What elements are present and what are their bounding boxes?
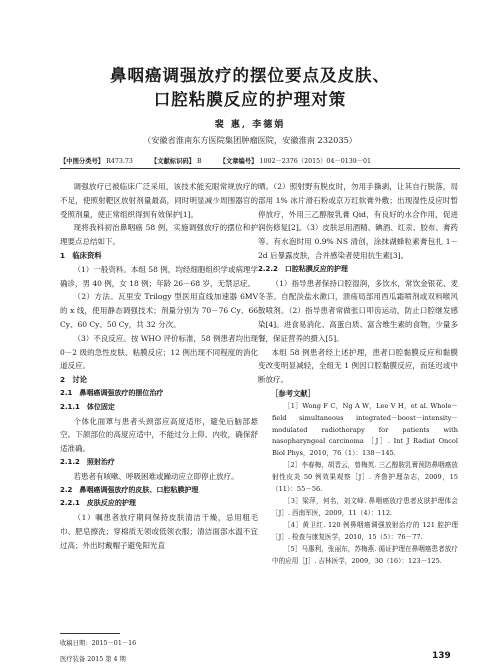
paragraph: 调强放疗已被临床广泛采用，该技术能充眼常规放疗的不足，使照射靶区放射剂量最高，同时明显减少周围器官的受照剂量，使正常组织得到有效保护[1]。: [60, 182, 258, 219]
document-code: [151, 158, 210, 165]
paragraph: 个体化面罩与患者头颈部应高度适形，避免后脑部悬空。下颌部位的高度应适中，不能过分上仰、内收，确保舒适准确。: [60, 416, 258, 454]
subsection-heading: 2.1 鼻咽癌调强放疗的摆位治疗: [60, 388, 164, 397]
reference-item: ［4］黄卫红. 120 例鼻咽癌调强放射治疗的 121 腔护理［J］. 检查与康复医学，2010，15（5）：76－77.: [272, 520, 458, 541]
paragraph: 本组 58 例患者经上述护理，患者口腔黏膜反应和黏膜变改变明显减轻，全组无 1 例因口腔黏膜反应，而延迟或中断放疗。: [258, 347, 458, 385]
journal-issue: 医疗装备 2015 第 4 期: [60, 656, 126, 663]
page-number: 139: [432, 651, 451, 661]
clc-code: [60, 158, 141, 165]
subsection-heading: 2.2.2 口腔粘膜反应的护理: [258, 264, 348, 273]
art-label: 【文章编号】: [219, 158, 258, 165]
title-line-1: 鼻咽癌调强放疗的摆位要点及皮肤、: [110, 66, 390, 85]
subsection-heading: 2.1.2 照射治疗: [60, 457, 115, 466]
author-list: 裴 惠, 李德娟: [214, 120, 286, 130]
affiliation: （安徽省淮南东方医院集团肿瘤医院，安徽淮南 232035）: [143, 135, 357, 145]
subsection-heading: 2.2 鼻咽癌调强放疗的皮肤、口腔粘膜护理: [60, 485, 199, 494]
section-heading: 2 讨论: [60, 375, 87, 385]
reference-item: ［3］梁萍，何名，刘文峰. 鼻咽癌放疗患者皮肤护理体会［J］. 西南军医，2009，11（4）：112.: [272, 497, 458, 517]
doc-value: B: [196, 158, 202, 165]
reference-item: ［1］Wong F C，Ng A W，Lee V H，et al. Whole－field simultaneous integrated－boost－intensity－modulated radiotherapy for patients with nasopharyngeal carcinoma ［J］. Int J Radiat Oncol Biol Phys，2010，76（1）：138－145.: [272, 401, 458, 458]
article-metadata: [60, 156, 460, 165]
references-heading: ［参考文献］: [271, 388, 315, 398]
paragraph: 若患者有咳嗽、呼吸困难或躁动应立即停止放疗。: [73, 471, 239, 481]
paragraph: （1）嘱患者放疗期间保持皮肤清洁干燥，忌用粗毛巾、肥皂擦洗；穿棉质无领或低领衣服；清洁面部水温不宜过高；外出时戴帽子避免阳光直: [60, 513, 258, 550]
reference-item: ［2］李春梅，胡晋云，曾梅英. 三乙醇胺乳膏预防鼻咽癌放射性皮炎 50 例效果观察［J］. 齐鲁护理杂志，2009，15（11）：55－56.: [272, 461, 458, 494]
footnote-divider: [60, 633, 120, 634]
subsection-heading: 2.2.1 皮肤反应的护理: [60, 499, 136, 508]
right-column: [258, 180, 458, 567]
paragraph: （1）指导患者保持口腔湿润，多饮水，常饮金银花、麦冬茶。自配淡盐水漱口，溃疡局部用西瓜霜喷剂或双料喉风散喷剂。（2）指导患者常做张口叩齿运动，防止口腔继发感染[4]。进食易消化、高蛋白质、富含维生素的食物，少量多餐，保证营养的摄入[5]。: [258, 278, 458, 343]
art-value: 1002－2376（2015）04－0139－01: [259, 158, 372, 165]
section-heading: 1 临床资料: [60, 250, 102, 260]
paragraph: （3）不良反应。按 WHO 评价标准，58 例患者均出现 0－2 级的急性皮肤、粘膜反应；12 例出现不同程度的消化道反应。: [60, 333, 258, 371]
article-number: [220, 158, 379, 165]
title-line-2: 口腔粘膜反应的护理对策: [153, 90, 347, 109]
paragraph: （2）方法。瓦里安 Trilogy 型医用直线加速器 6MV 的 x 线，使用静态调强技术；剂量分别为 70－76 Cy、66 Cy、60 Cy、50 Cy，共 32 分次。: [60, 292, 258, 329]
article-title: [0, 64, 500, 112]
paragraph: 现将我科初治鼻咽癌 58 例，实施调强放疗的摆位和护理要点总结如下。: [60, 223, 258, 247]
clc-value: R473.73: [106, 158, 133, 165]
left-column: [60, 180, 258, 553]
paragraph: 晒。（2）照射野有脱皮时，勿用手撕剥，让其自行脱落，局部用 1% 冰片滑石粉或京万红软膏外敷；出现湿性反应时暂停放疗，外用三乙醇胺乳膏 Qid，有良好的水合作用，促进润伤修复[2]。（3）皮肤忌用酒精、碘酒、红汞、胶布、膏药等。有水泡时用 0.9% NS 清创，涂抹湖蜂粒素膏包扎 1－2d 后暴露皮肤，合并感染者使用抗生素[3]。: [258, 182, 458, 260]
received-date: 收稿日期：2015－01－16: [60, 640, 137, 647]
subsection-heading: 2.1.1 体位固定: [60, 402, 115, 411]
paragraph: （1）一般资料。本组 58 例，均经细胞组织学或病理学确诊，男 40 例，女 18 例；年龄 26－68 岁，无禁忌症。: [60, 264, 258, 288]
clc-label: 【中图分类号】: [60, 158, 105, 165]
doc-label: 【文献标识码】: [150, 158, 195, 165]
header-divider: [60, 168, 460, 169]
reference-item: ［5］马惠利，张丽东，苏梅燕. 循证护理在鼻咽癌患者放疗中的应用［J］. 吉林医学，2009，30（16）：123－125.: [272, 544, 458, 565]
